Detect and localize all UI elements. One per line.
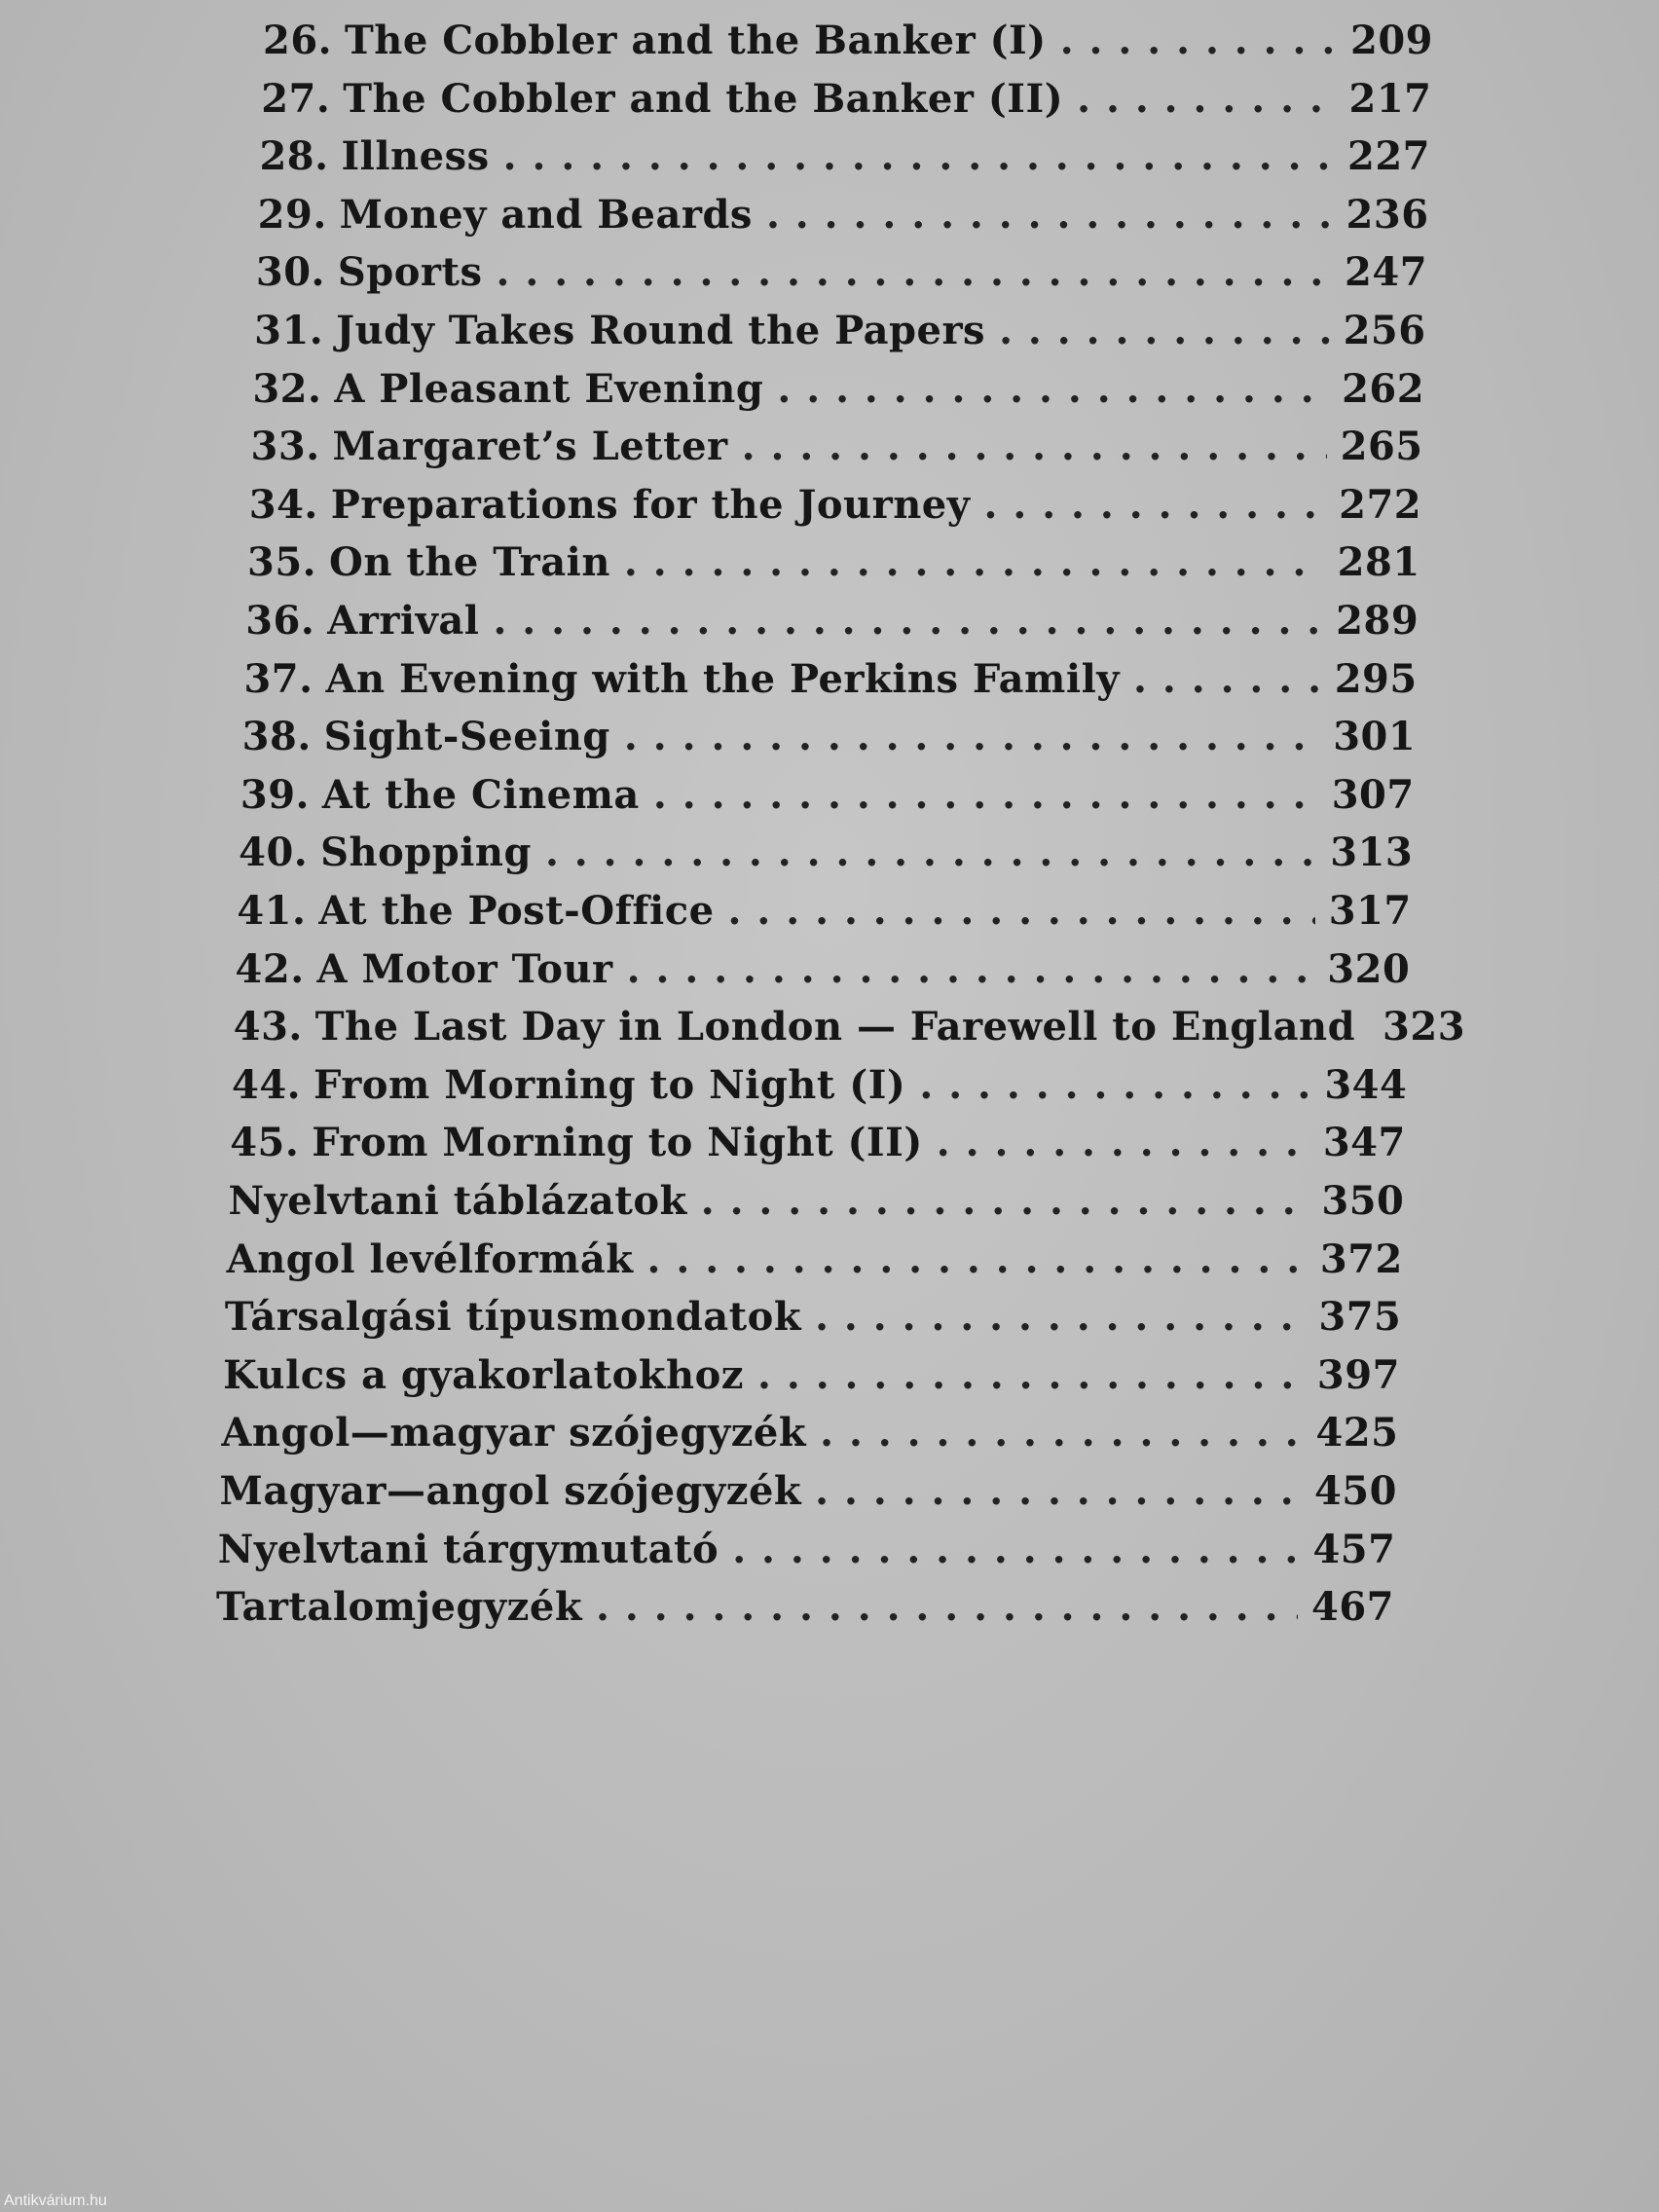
dot-leader	[742, 424, 1327, 469]
toc-entry	[239, 830, 1413, 884]
toc-entry-title: On the Train	[329, 539, 610, 586]
toc-entry-number: 28.	[259, 133, 329, 180]
toc-entry	[240, 772, 1415, 827]
toc-entry	[228, 1178, 1404, 1233]
toc-entry-page-number: 262	[1342, 365, 1425, 412]
toc-entry-page-number: 281	[1337, 539, 1420, 586]
toc-entry	[232, 1062, 1407, 1117]
toc-entry-title: Angol levélformák	[226, 1235, 634, 1282]
dot-leader	[1077, 76, 1335, 122]
toc-entry-number: 32.	[252, 365, 322, 412]
toc-entry-page-number: 307	[1331, 771, 1415, 818]
toc-entry-page-number: 347	[1322, 1120, 1406, 1166]
toc-entry-page-number: 301	[1333, 714, 1417, 760]
toc-entry	[220, 1468, 1397, 1523]
toc-entry-title: Sight-Seeing	[323, 714, 610, 760]
toc-entry-number: 39.	[240, 771, 310, 818]
toc-entry-title: An Evening with the Perkins Family	[325, 655, 1121, 702]
toc-entry-title: Shopping	[320, 830, 532, 876]
toc-entry-title: From Morning to Night (II)	[312, 1120, 923, 1166]
toc-entry-page-number: 372	[1319, 1235, 1403, 1282]
dot-leader	[983, 482, 1325, 528]
toc-entry-title: From Morning to Night (I)	[313, 1061, 906, 1108]
toc-entry	[258, 192, 1429, 246]
toc-entry-number: 38.	[241, 714, 312, 760]
toc-entry-number: 31.	[254, 308, 324, 353]
toc-entry-title: Nyelvtani tárgymutató	[217, 1526, 719, 1572]
toc-entry-title: Magyar—angol szójegyzék	[219, 1468, 802, 1514]
dot-leader	[757, 1352, 1304, 1398]
toc-entry-title: Nyelvtani táblázatok	[228, 1178, 687, 1224]
toc-entry-page-number: 247	[1345, 249, 1428, 296]
toc-entry-page-number: 397	[1316, 1351, 1400, 1398]
dot-leader	[820, 1410, 1302, 1456]
dot-leader	[503, 133, 1334, 179]
toc-entry-page-number: 320	[1327, 945, 1411, 992]
toc-entry	[221, 1410, 1398, 1464]
toc-entry	[259, 133, 1430, 188]
dot-leader	[815, 1468, 1301, 1514]
toc-entry-number: 41.	[237, 888, 307, 934]
toc-entry-page-number: 209	[1350, 18, 1433, 63]
toc-entry	[256, 249, 1427, 304]
toc-entry-title: Illness	[341, 133, 490, 180]
toc-entry	[247, 539, 1420, 594]
toc-entry	[227, 1236, 1403, 1291]
toc-entry-title: Kulcs a gyakorlatokhoz	[223, 1351, 744, 1398]
toc-entry-title: Judy Takes Round the Papers	[336, 308, 986, 353]
dot-leader	[653, 772, 1318, 818]
dot-leader	[493, 598, 1322, 644]
toc-entry-page-number: 272	[1339, 481, 1422, 528]
toc-entry-page-number: 323	[1382, 1004, 1466, 1051]
toc-entry	[249, 482, 1421, 536]
dot-leader	[777, 366, 1328, 412]
toc-entry-title: Margaret’s Letter	[332, 424, 728, 470]
toc-entry	[218, 1527, 1396, 1581]
toc-entry	[233, 1004, 1466, 1058]
toc-entry	[245, 598, 1419, 652]
dot-leader	[919, 1062, 1310, 1108]
toc-entry-number: 33.	[250, 424, 320, 470]
toc-entry-number: 30.	[255, 249, 325, 296]
toc-entry-title: A Pleasant Evening	[334, 365, 764, 412]
toc-entry-page-number: 375	[1318, 1294, 1402, 1341]
toc-entry-page-number: 265	[1340, 424, 1423, 470]
dot-leader	[728, 888, 1315, 934]
toc-entry-page-number: 457	[1312, 1526, 1396, 1572]
dot-leader	[815, 1294, 1305, 1340]
toc-entry-page-number: 317	[1328, 888, 1412, 934]
toc-entry-page-number: 425	[1315, 1410, 1399, 1456]
toc-entry	[252, 366, 1424, 421]
toc-entry-title: Preparations for the Journey	[330, 481, 971, 528]
toc-entry	[223, 1352, 1400, 1407]
toc-entry-number: 44.	[232, 1061, 302, 1108]
toc-entry-title: Tartalomjegyzék	[216, 1584, 583, 1631]
dot-leader	[732, 1527, 1299, 1572]
toc-entry-page-number: 289	[1336, 598, 1419, 644]
dot-leader	[937, 1120, 1309, 1165]
dot-leader	[496, 249, 1331, 295]
toc-entry-page-number: 350	[1321, 1178, 1405, 1224]
toc-entry-number: 27.	[261, 75, 331, 122]
toc-entry	[242, 714, 1417, 768]
toc-entry-title: At the Cinema	[321, 771, 640, 818]
toc-entry-number: 35.	[247, 539, 317, 586]
toc-entry-title: Angol—magyar szójegyzék	[221, 1410, 807, 1456]
toc-entry-page-number: 217	[1348, 75, 1432, 122]
dot-leader	[701, 1178, 1309, 1224]
dot-leader	[1060, 18, 1337, 63]
toc-entry-title: The Cobbler and the Banker (II)	[343, 75, 1064, 122]
dot-leader	[766, 192, 1333, 238]
toc-entry-number: 36.	[245, 598, 315, 644]
toc-entry-page-number: 256	[1343, 308, 1426, 353]
toc-entry-page-number: 227	[1347, 133, 1431, 180]
toc-entry-page-number: 344	[1324, 1061, 1408, 1108]
toc-entry-number: 37.	[243, 655, 313, 702]
toc-entry-title: Társalgási típusmondatok	[224, 1294, 802, 1341]
toc-entry-number: 45.	[230, 1120, 300, 1166]
toc-entry-number: 42.	[235, 945, 305, 992]
dot-leader	[999, 308, 1330, 353]
toc-entry	[254, 308, 1425, 362]
toc-entry-title: Arrival	[327, 598, 480, 644]
toc-entry	[263, 18, 1433, 72]
toc-entry-page-number: 313	[1330, 830, 1414, 876]
toc-entry	[216, 1584, 1394, 1639]
dot-leader	[647, 1236, 1307, 1282]
toc-entry-page-number: 236	[1346, 191, 1429, 238]
toc-entry-number: 43.	[233, 1004, 303, 1051]
toc-entry	[230, 1120, 1406, 1174]
toc-entry-title: Money and Beards	[339, 191, 753, 238]
dot-leader	[545, 830, 1316, 875]
dot-leader	[596, 1584, 1298, 1630]
toc-entry-number: 40.	[239, 830, 309, 876]
toc-entry-page-number: 450	[1313, 1468, 1397, 1514]
toc-entry	[261, 76, 1431, 130]
dot-leader	[1133, 656, 1321, 702]
toc-entry-title: The Cobbler and the Banker (I)	[345, 18, 1047, 63]
dot-leader	[627, 946, 1314, 992]
dot-leader	[624, 714, 1319, 759]
watermark: Antikvárium.hu	[4, 2193, 107, 2209]
toc-entry-page-number: 467	[1311, 1584, 1394, 1631]
toc-entry	[236, 946, 1411, 1001]
toc-entry-number: 29.	[257, 191, 327, 238]
toc-entry	[243, 656, 1417, 711]
toc-entry	[251, 424, 1423, 478]
toc-entry-title: The Last Day in London — Farewell to England	[314, 1004, 1356, 1051]
toc-entry-number: 34.	[248, 481, 318, 528]
toc-entry-title: At the Post-Office	[318, 888, 715, 934]
toc-entry-title: Sports	[337, 249, 483, 296]
dot-leader	[624, 539, 1324, 585]
toc-entry	[225, 1294, 1402, 1348]
toc-entry-page-number: 295	[1334, 655, 1418, 702]
toc-entry	[237, 888, 1411, 942]
toc-entry-number: 26.	[263, 18, 333, 63]
toc-entry-title: A Motor Tour	[316, 945, 613, 992]
